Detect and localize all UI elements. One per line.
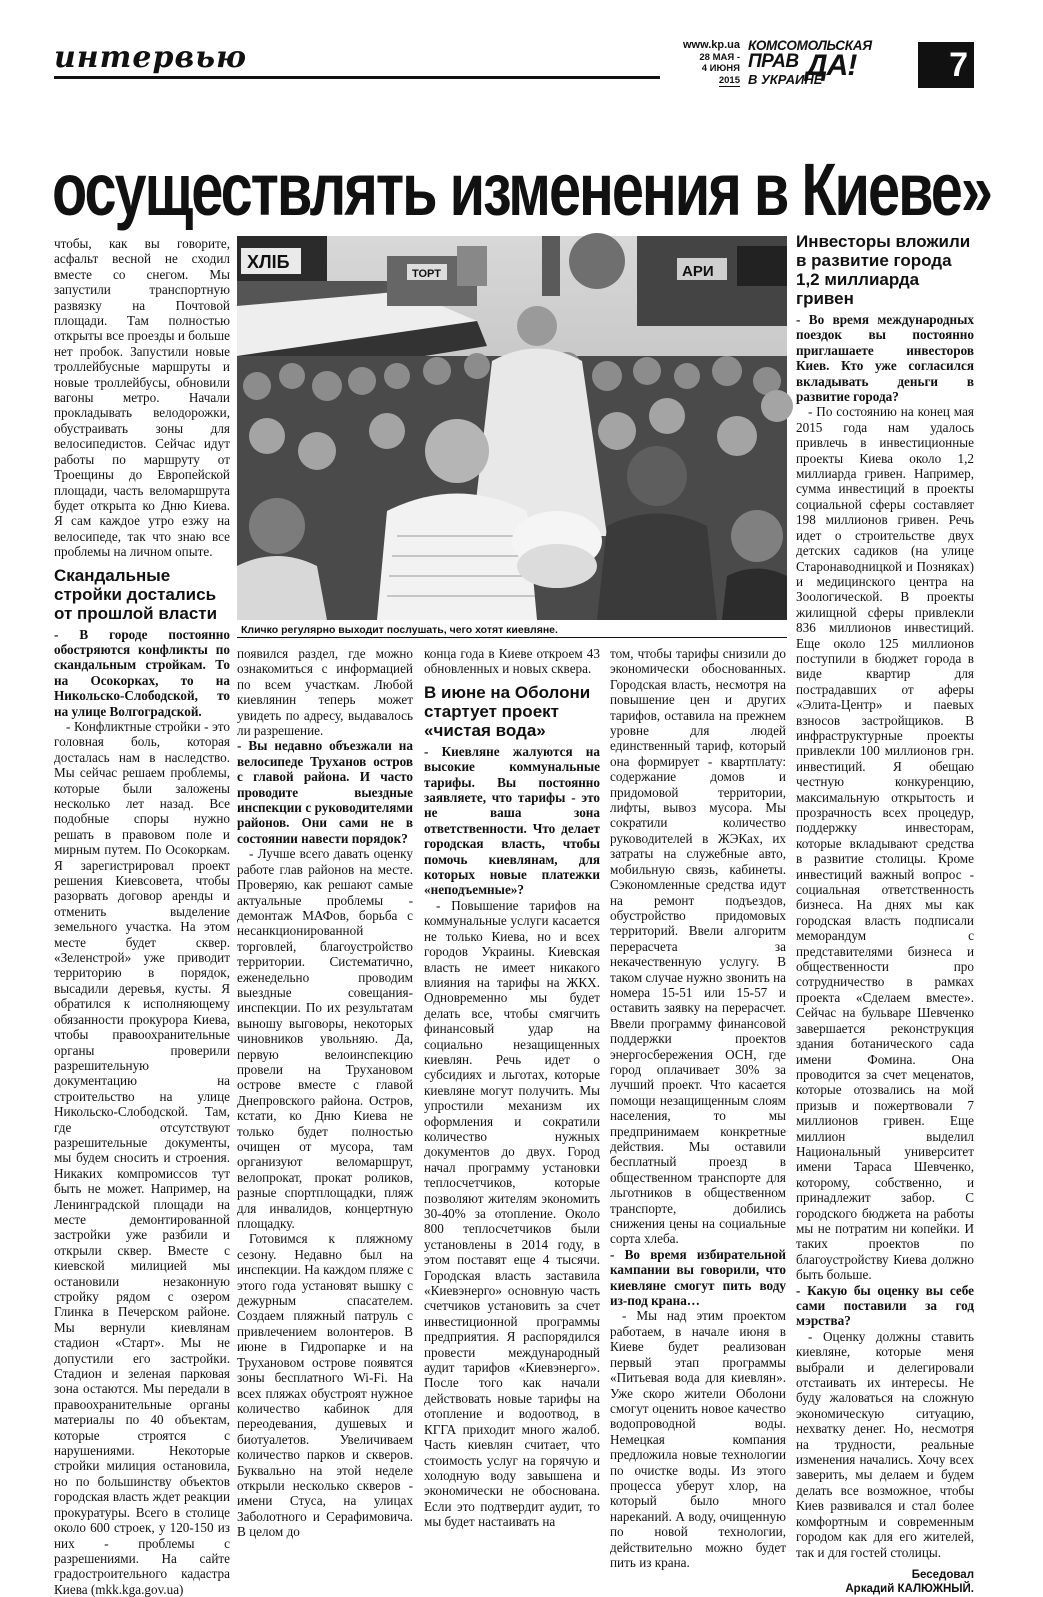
- issue-date-start: 28 МАЯ -: [699, 51, 740, 63]
- col3-subhead: В июне на Оболони стартует проект «чистая вода»: [424, 682, 591, 740]
- col3-answer: - Повышение тарифов на коммунальные услуги касается не только Киева, но и всех городов Украины. Киевская власть не имеет никакого влияния на тарифы на ЖКХ. Одновременно мы будет делать все, чтобы смягчить финансовый удар на социально незащищенных киевлян. Речь идет о субсидиях и льготах, которые киевляне могут получить. Мы упростили механизм их оформления и сократили количество нужных документов до двух. Город начал программу установки теплосчетчиков, которые позволяют жителям экономить 30-40% за отопление. Около 800 теплосчетчиков были установлены в 2014 году, в этом поставят еще 4 тысячи. Городская власть заставила «Киевэнерго» основную часть счетчиков установить за счет инвестиционной программы предприятия. Я распорядился провести международный аудит тарифов «Киевэнерго». После того как начали действовать новые тарифы на отопление и водоотвод, в КГГА приходит много жалоб. Часть киевлян считает, что стоимость услуг на горячую и холодную воду завышена и экономически не обоснована. Если это подтвердит аудит, то мы будет настаивать на: [424, 897, 600, 1530]
- page-number: 7: [918, 42, 974, 88]
- column-3: [424, 646, 600, 1530]
- col3-cont: конца года в Киеве откроем 43 обновленных и новых сквера.: [424, 646, 600, 677]
- rubric-title: интервью: [54, 40, 248, 75]
- col5-question-2: - Какую бы оценку вы себе сами поставили за год мэрства?: [796, 1282, 974, 1329]
- col5-subhead: Инвесторы вложили в развитие города 1,2 миллиарда гривен: [796, 232, 971, 308]
- logo-line-4: В УКРАИНЕ: [748, 72, 823, 87]
- col2-cont: появился раздел, где можно ознакомиться с информацией по всем участкам. Любой киевлянин теперь может увидеть по адресу, выдавалось ли разрешение.: [237, 646, 413, 739]
- author-signature: [796, 1568, 974, 1596]
- signature-line-1: Беседовал: [911, 1568, 974, 1581]
- issue-date-end: 4 ИЮНЯ: [701, 63, 740, 74]
- logo-line-3: ДА!: [806, 49, 857, 82]
- col4-cont: том, чтобы тарифы снизили до экономически обоснованных. Городская власть, несмотря на повышение цен и других тарифов, оставила на прежнем уровне для людей единственный тариф, который она формирует - квартплату: содержание домов и придомовой территории, лифты, вывоз мусора. Мы сократили количество руководителей в ЖЭКах, их затраты на служебные авто, мобильную связь, кабинеты. Сэкономленные средства идут на ремонт подъездов, обустройство придомовых территорий. Ввели алгоритм перерасчета за некачественную услугу. В таком случае нужно звонить на номера 15-51 или 15-57 и оставить заявку на перерасчет. Ввели программу финансовой поддержки проектов энергосбережения ОСН, где город оплачивает 30% за лучший проект. Что касается помощи незащищенным слоям населения, то мы предпринимаем конкретные действия. Мы оставили бесплатный проезд в общественном транспорте для льготников в общественном транспорте, добились снижения цены на социальные сорта хлеба.: [610, 646, 786, 1247]
- headline: осуществлять изменения в Киеве»: [52, 148, 991, 231]
- col4-question: - Во время избирательной кампании вы говорили, что киевляне смогут пить воду из-под крана…: [610, 1246, 786, 1309]
- col5-answer-1: - По состоянию на конец мая 2015 года нам удалось привлечь в инвестиционные проекты Киева около 1,2 миллиарда гривен. Например, сумма инвестиций в проекты социальной сферы составляет 198 миллионов гривен. Речь идет о строительстве двух детских садиков (на улице Старонаводницкой и Позняках) и медицинского центра на Зоологической. В проекты жилищной сферы привлекли 836 миллионов инвестиций. Еще около 125 миллионов поступили в бюджет города в виде квартир для пострадавших от аферы «Элита-Центр» и паевых взносов застройщиков. В инфраструктурные проекты привлекли 100 миллионов грн. инвестиций. Я обещаю честную конкуренцию, максимальную открытость и прозрачность всех процедур, поддержку инвесторам, которые вкладывают средства в развитие столицы. Кроме инвестиций важный вопрос - социальная ответственность бизнеса. На днях мы как городская власть подписали меморандум с представителями бизнеса и общественности про сотрудничество в рамках проекта «Сделаем вместе». Сейчас на бульваре Шевченко завершается реконструкция здания ботанического сада имени Фомина. Она проводится за счет меценатов, которые отозвались на мой призыв и пожертвовали 7 миллионов гривен. Еще миллион выделил Национальный университет имени Тараса Шевченко, которому, собственно, и принадлежит забор. С городского бюджета на работы мы не потратим ни копейки. И таких проектов по благоустройству Киева должно быть больше.: [796, 404, 974, 1283]
- signature-line-2: Аркадий КАЛЮЖНЫЙ.: [845, 1582, 974, 1595]
- issue-info: [660, 40, 740, 87]
- logo-line-1: КОМСОМОЛЬСКАЯ: [748, 38, 872, 53]
- col1-question: - В городе постоянно обостряются конфликты по скандальным стройкам. То на Осокорках, то на Никольско-Слободской, то на улице Волгоградской.: [54, 626, 230, 719]
- col1-intro: чтобы, как вы говорите, асфальт весной не сходил вместе со снегом. Мы запустили транспортную развязку на Почтовой площади. Там полностью открыты все проезды и больше нет пробок. Запустили новые троллейбусные маршруты и новые троллейбусы, обновили вагоны метро. Начали прокладывать велодорожки, обустраивать зоны для велосипедистов. Сейчас идут работы по маршруту от Троещины до Европейской площади, часть веломаршрута будет открыта ко Дню Киева. Я сам каждое утро езжу на велосипеде, так что знаю все проблемы на личном опыте.: [54, 236, 230, 560]
- logo-line-2: ПРАВ: [748, 51, 799, 72]
- shop-sign-right: АРИ: [682, 263, 714, 280]
- photo-illustration: [237, 236, 787, 620]
- shop-sign-bread: ХЛІБ: [247, 252, 290, 272]
- rubric-underline: [54, 76, 660, 79]
- col2-answer-2: Готовимся к пляжному сезону. Недавно был на инспекции. На каждом пляже с этого года установят вышку с дежурным спасателем. Создаем пляжный патруль с привлечением волонтеров. В июне в Гидропарке и на Трухановом острове появятся зоны бесплатного Wi-Fi. На всех пляжах обустроят нужное количество кабинок для переодевания, душевых и биотуалетов. Увеличиваем количество парков и скверов. Буквально на этой неделе открыли несколько скверов - имени Стуса, на улицах Заболотного и Серафимовича. В целом до: [237, 1231, 413, 1540]
- col2-question: - Вы недавно объезжали на велосипеде Труханов остров с главой района. И часто проводите выездные инспекции с руководителями районов. Они сами не в состоянии навести порядок?: [237, 738, 413, 846]
- column-1: [54, 236, 230, 1597]
- col5-answer-2: - Оценку должны ставить киевляне, которые меня выбрали и делегировали отстаивать их интересы. Не буду жаловаться на сложную экономическую ситуацию, нехватку денег. Но, несмотря на трудности, реальные изменения начались. Хочу всех заверить, мы делаем и будем делать все возможное, чтобы Киев развивался и стал более комфортным и современным городом как для его жителей, так и для гостей столицы.: [796, 1328, 974, 1560]
- newspaper-logo: [748, 38, 914, 88]
- column-2: [237, 646, 413, 1540]
- col4-answer: - Мы над этим проектом работаем, в начале июня в Киеве будет реализован первый этап программы «Питьевая вода для киевлян». Уже скоро жители Оболони смогут оценить новое качество водопроводной воды. Немецкая компания предложила новые технологии по очистке воды. Из этого процесса уберут хлор, на который было много нареканий. А воду, очищенную по новой технологии, действительно можно будет пить из крана.: [610, 1308, 786, 1570]
- col5-question-1: - Во время международных поездок вы постоянно приглашаете инвесторов Киев. Кто уже согласился вкладывать деньги в развитие города?: [796, 312, 974, 405]
- site-url: www.kp.ua: [682, 39, 740, 51]
- column-5: [796, 232, 974, 1596]
- photo-caption: Кличко регулярно выходит послушать, чего хотят киевляне.: [237, 622, 787, 638]
- shop-sign-cakes: ТОРТ: [412, 268, 441, 280]
- col2-answer-1: - Лучше всего давать оценку работе глав районов на месте. Проверяю, как решают самые актуальные проблемы - демонтаж МАФов, борьба с несанкционированной торговлей, благоустройство территории. Систематично, еженедельно проводим выездные совещания-инспекции. По их результатам выношу выговоры, некоторых чиновников увольняю. Да, первую велоинспекцию провели на Трухановом острове вместе с главой Днепровского района. Остров, кстати, ко Дню Киева не только будет полностью очищен от мусора, там организуют веломаршрут, велопрокат, прокат роликов, разные спортплощадки, пляж для инвалидов, концертную площадку.: [237, 846, 413, 1232]
- issue-year: 2015: [718, 74, 740, 86]
- col3-question: - Киевляне жалуются на высокие коммунальные тарифы. Вы постоянно заявляете, что тарифы - это не ваша зона ответственности. Что делает городская власть, чтобы помочь киевлянам, для которых новые платежки «неподъемные»?: [424, 743, 600, 898]
- col1-subhead: Скандальные стройки достались от прошлой власти: [54, 565, 218, 623]
- col1-answer: - Конфликтные стройки - это головная боль, которая досталась нам в наследство. Мы сейчас решаем проблемы, которые были заложены несколько лет назад. Все подобные споры нужно решать в правовом поле и мирным путем. По Осокоркам. Я зарегистрировал проект решения Киевсовета, чтобы разорвать договор аренды и отменить выделение земельного участка. На этом месте будет сквер. «Зеленстрой» уже приводит территорию в порядок, высадили деревья, кусты. Я обратился к исполняющему обязанности прокурора Киева, чтобы правоохранительные органы проверили разрешительную документацию на строительство на улице Никольско-Слободской. Там, где отсутствуют разрешительные документы, мы будем сносить и строения. Никаких компромиссов тут быть не может. Например, на Ленинградской площади на месте демонтированной застройки уже разбили и открыли сквер. Вместе с киевской милицией мы остановили незаконную стройку рядом с озером Глинка в Печерском районе. Мы вернули киевлянам стадион «Старт». Мы не допустили его застройки. Стадион и зеленая парковая зона остаются. Мы передали в правоохранительные органы материалы по 40 объектам, которые строятся с нарушениями. Некоторые стройки милиция остановила, но по большинству объектов городская власть ждет реакции прокуратуры. Всего в столице около 600 строек, у 120-150 из них - проблемы с разрешениями. На сайте градостроительного кадастра Киева (mkk.kga.gov.ua): [54, 718, 230, 1597]
- crowd-photo: [237, 236, 787, 620]
- column-4: [610, 646, 786, 1570]
